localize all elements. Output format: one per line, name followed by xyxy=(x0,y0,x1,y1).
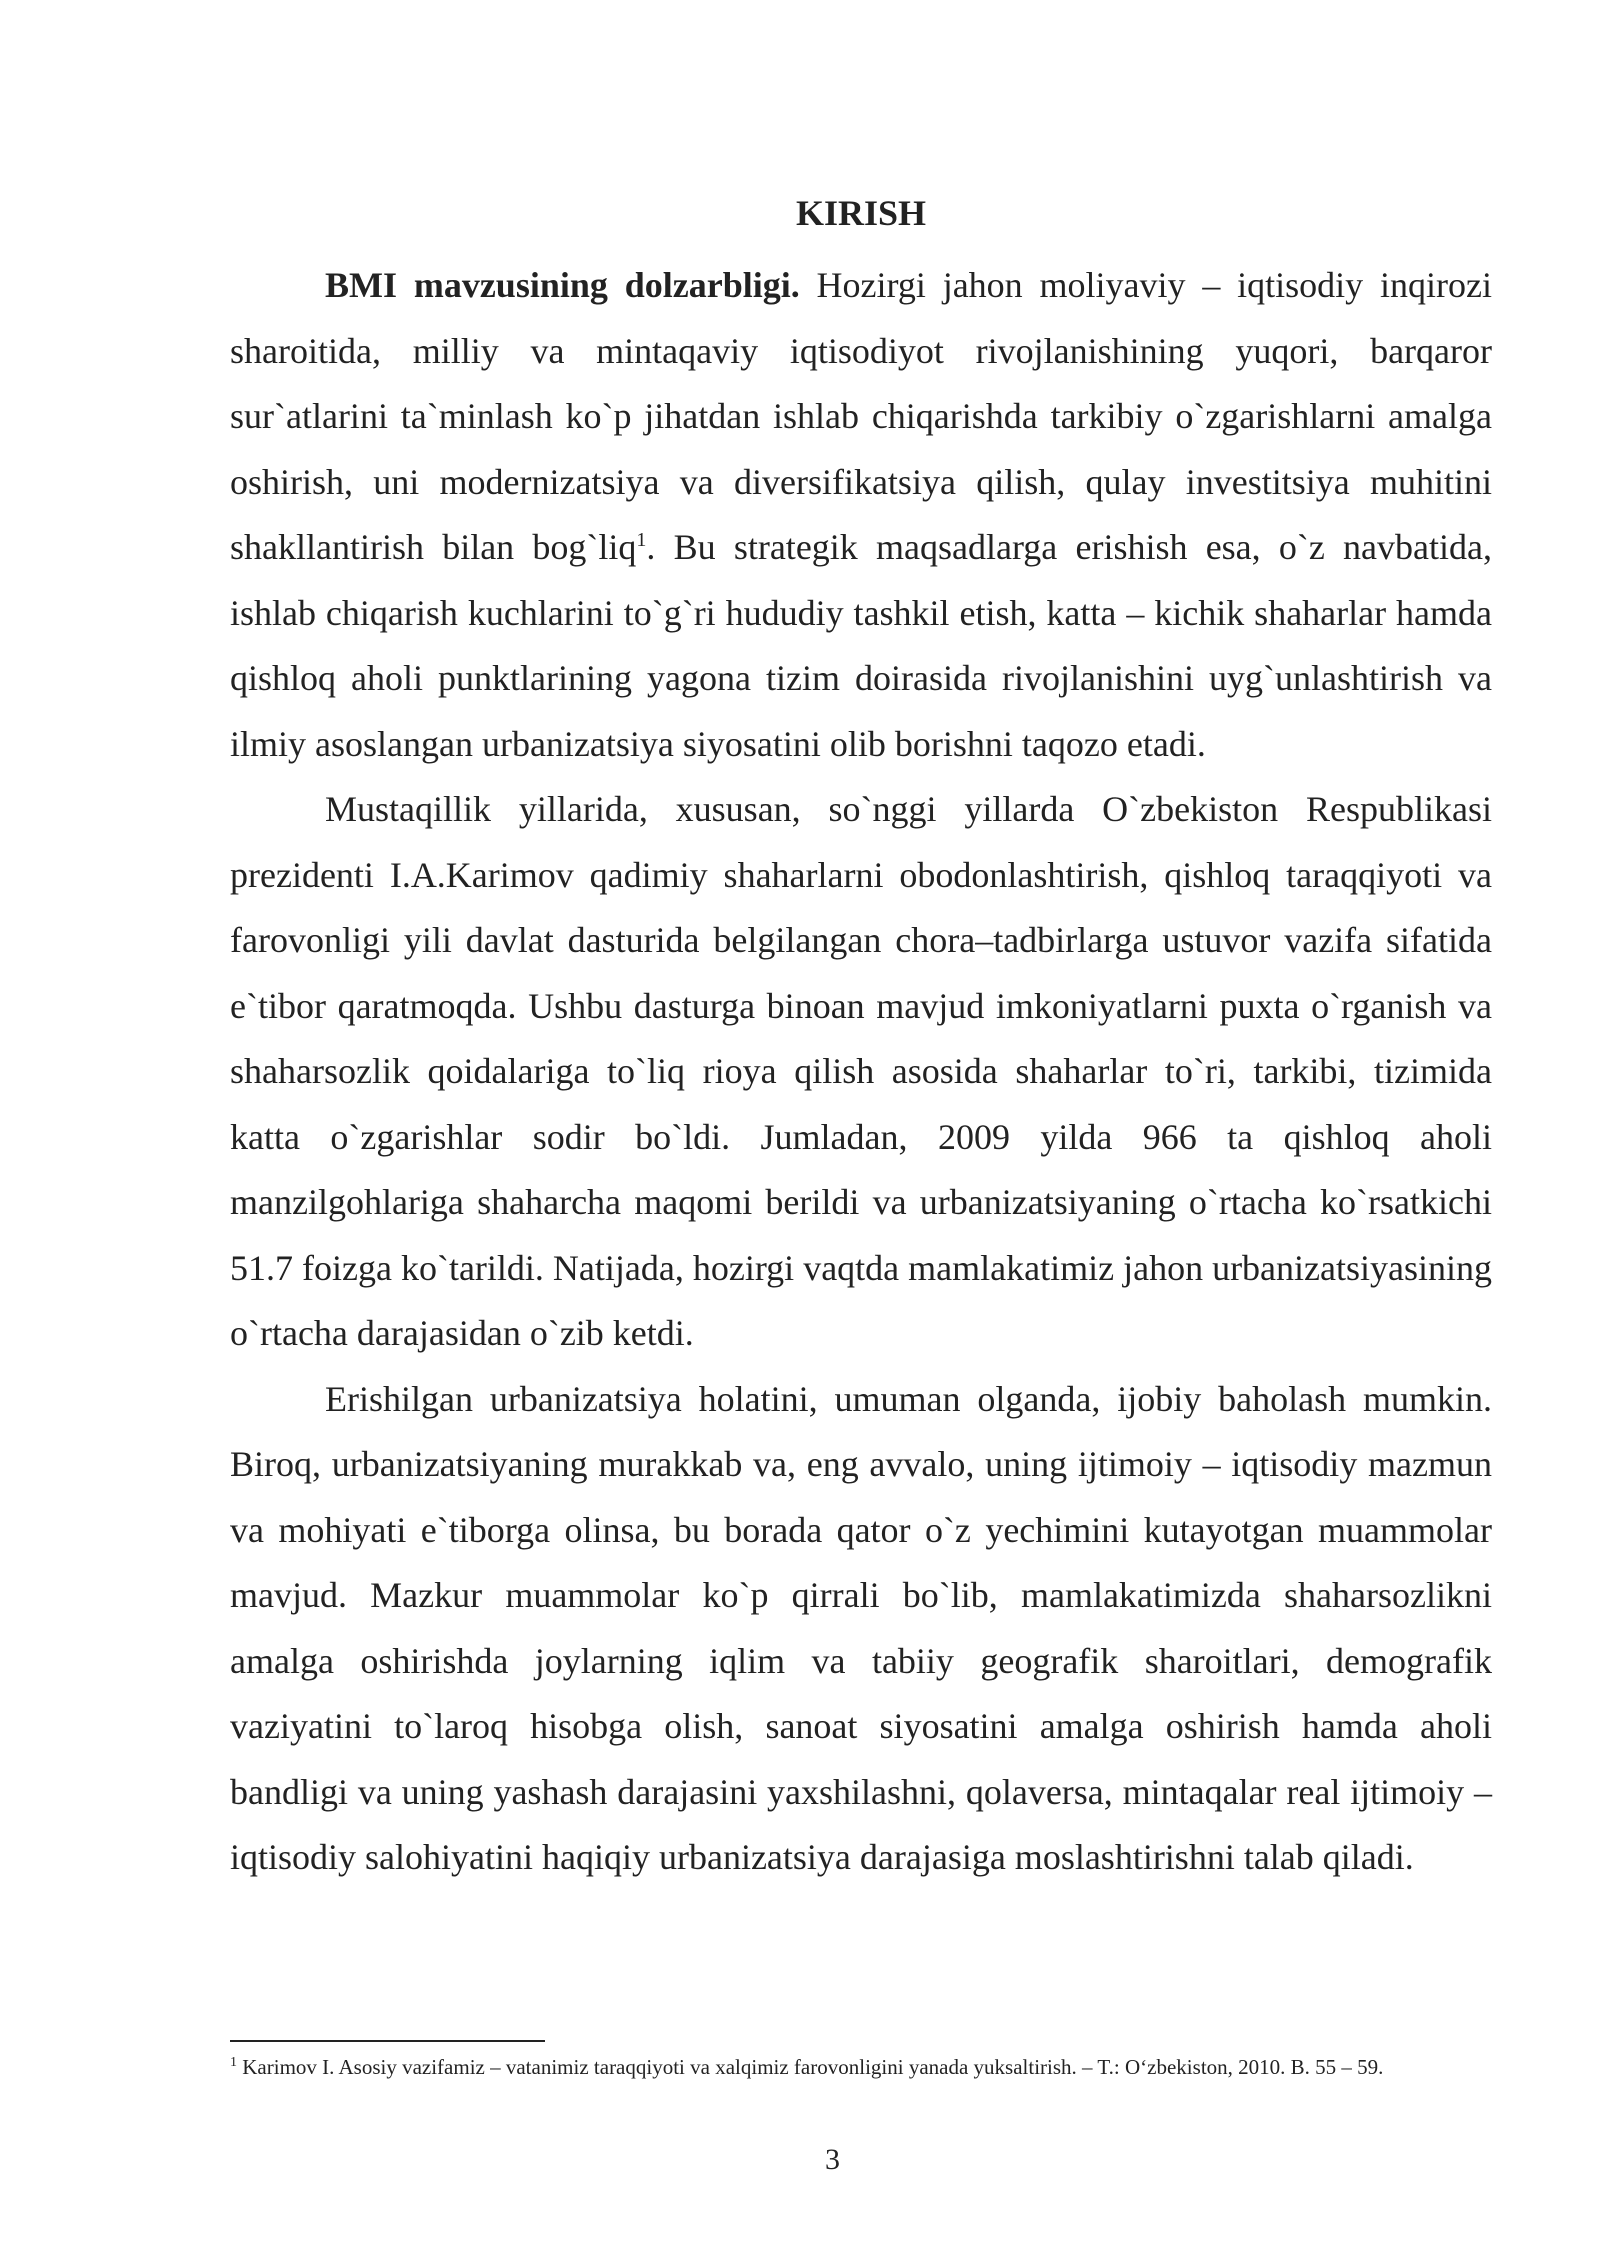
paragraph-relevance xyxy=(230,253,1492,777)
page-body xyxy=(230,188,1492,1891)
footnote-number: 1 xyxy=(230,2055,237,2070)
paragraph-independence: Mustaqillik yillarida, xususan, so`nggi yillarda O`zbekiston Respublikasi prezidenti I.A.Karimov qadimiy shaharlarni obodonlashtirish, qishloq taraqqiyoti va farovonligi yili davlat dasturida belgilangan chora–tadbirlarga ustuvor vazifa sifatida e`tibor qaratmoqda. Ushbu dasturga binoan mavjud imkoniyatlarni puxta o`rganish va shaharsozlik qoidalariga to`liq rioya qilish asosida shaharlar to`ri, tarkibi, tizimida katta o`zgarishlar sodir bo`ldi. Jumladan, 2009 yilda 966 ta qishloq aholi manzilgohlariga shaharcha maqomi berildi va urbanizatsiyaning o`rtacha ko`rsatkichi 51.7 foizga ko`tarildi. Natijada, hozirgi vaqtda mamlakatimiz jahon urbanizatsiyasining o`rtacha darajasidan o`zib ketdi. xyxy=(230,789,1492,1353)
paragraph-urbanization: Erishilgan urbanizatsiya holatini, umuman olganda, ijobiy baholash mumkin. Biroq, urbanizatsiyaning murakkab va, eng avvalo, uning ijtimoiy – iqtisodiy mazmun va mohiyati e`tiborga olinsa, bu borada qator o`z yechimini kutayotgan muammolar mavjud. Mazkur muammolar ko`p qirrali bo`lib, mamlakatimizda shaharsozlikni amalga oshirishda joylarning iqlim va tabiiy geografik sharoitlari, demografik vaziyatini to`laroq hisobga olish, sanoat siyosatini amalga oshirish hamda aholi bandligi va uning yashash darajasini yaxshilashni, qolaversa, mintaqalar real ijtimoiy –iqtisodiy salohiyatini haqiqiy urbanizatsiya darajasiga moslashtirishni talab qiladi. xyxy=(230,1378,1492,1877)
paragraph-lead: BMI mavzusining dolzarbligi. xyxy=(325,265,800,305)
footnote-separator xyxy=(230,2040,545,2042)
paragraph-text: Hozirgi jahon moliyaviy – iqtisodiy inqirozi sharoitida, milliy va mintaqaviy iqtisodiyot rivojlanishining yuqori, barqaror sur`atlarini ta`minlash ko`p jihatdan ishlab chiqarishda tarkibiy o`zgarishlarni amalga oshirish, uni modernizatsiya va diversifikatsiya qilish, qulay investitsiya muhitini shakllantirish bilan bog`liq xyxy=(230,265,1492,567)
page-number: 3 xyxy=(825,2143,840,2176)
footnote xyxy=(230,2052,1492,2082)
footnote-reference[interactable]: 1 xyxy=(636,529,647,551)
footnote-text: Karimov I. Asosiy vazifamiz – vatanimiz taraqqiyoti va xalqimiz farovonligini yanada yuksaltirish. – T.: O‘zbekiston, 2010. B. 55 – 59. xyxy=(237,2055,1384,2079)
section-title: KIRISH xyxy=(795,193,927,233)
paragraph-text-continued: . Bu strategik maqsadlarga erishish esa, o`z navbatida, ishlab chiqarish kuchlarini to`g`ri hududiy tashkil etish, katta – kichik shaharlar hamda qishloq aholi punktlarining yagona tizim doirasida rivojlanishini uyg`unlashtirish va ilmiy asoslangan urbanizatsiya siyosatini olib borishni taqozo etadi. xyxy=(230,527,1492,764)
